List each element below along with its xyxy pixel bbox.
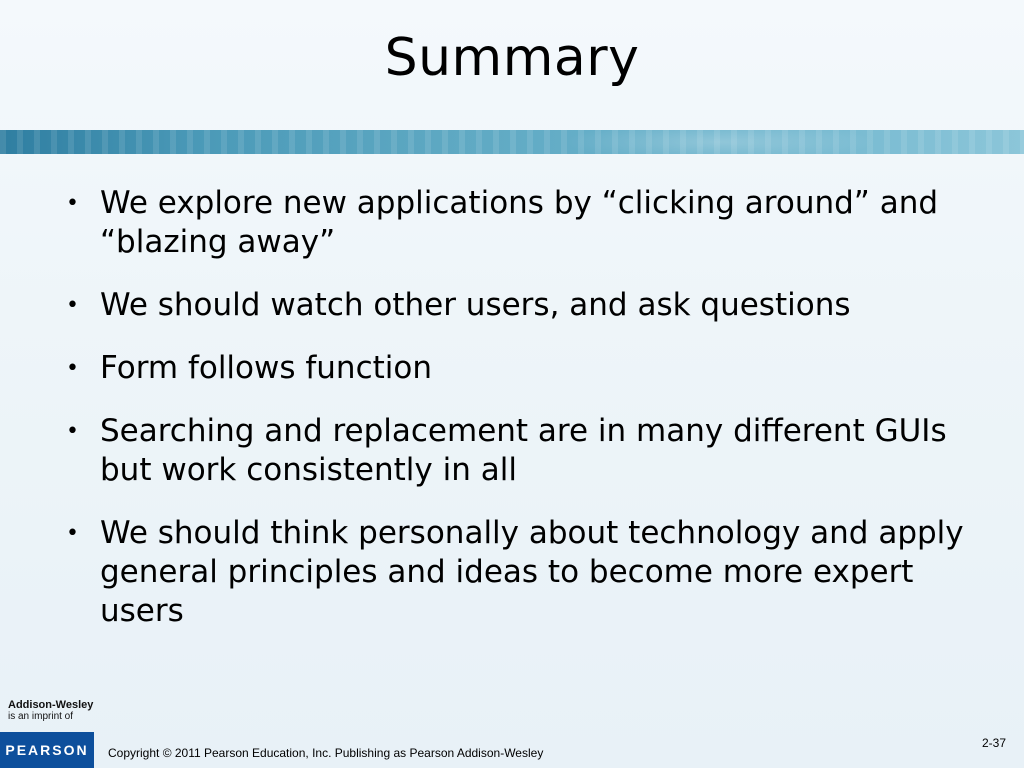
slide-title: Summary	[384, 28, 640, 88]
bullet-list	[60, 184, 980, 655]
copyright-notice: Copyright © 2011 Pearson Education, Inc. Publishing as Pearson Addison-Wesley	[108, 746, 544, 760]
bullet-text: We should watch other users, and ask questions	[100, 287, 851, 323]
page-number: 2-37	[981, 736, 1006, 750]
publisher-subtitle: is an imprint of	[8, 711, 74, 722]
bullet-dot: •	[66, 191, 79, 216]
bullet-text: We explore new applications by “clicking around” and “blazing away”	[100, 185, 939, 260]
bullet-dot: •	[66, 419, 79, 444]
bullet-dot: •	[66, 293, 79, 318]
bullet-item	[60, 349, 980, 388]
bullet-dot: •	[66, 356, 79, 381]
bullet-item	[60, 514, 980, 631]
bullet-item	[60, 184, 980, 262]
publisher-name: Addison-Wesley	[8, 699, 94, 711]
bullet-text: Form follows function	[100, 350, 433, 386]
bullet-item	[60, 286, 980, 325]
bullet-item	[60, 412, 980, 490]
bullet-text: Searching and replacement are in many different GUIs but work consistently in all	[100, 413, 947, 488]
publisher-imprint	[8, 700, 98, 722]
pearson-logo: PEARSON	[0, 732, 94, 768]
bullet-text: We should think personally about technology and apply general principles and ideas to become more expert users	[100, 515, 964, 629]
decorative-water-band	[0, 130, 1024, 154]
bullet-dot: •	[66, 521, 79, 546]
